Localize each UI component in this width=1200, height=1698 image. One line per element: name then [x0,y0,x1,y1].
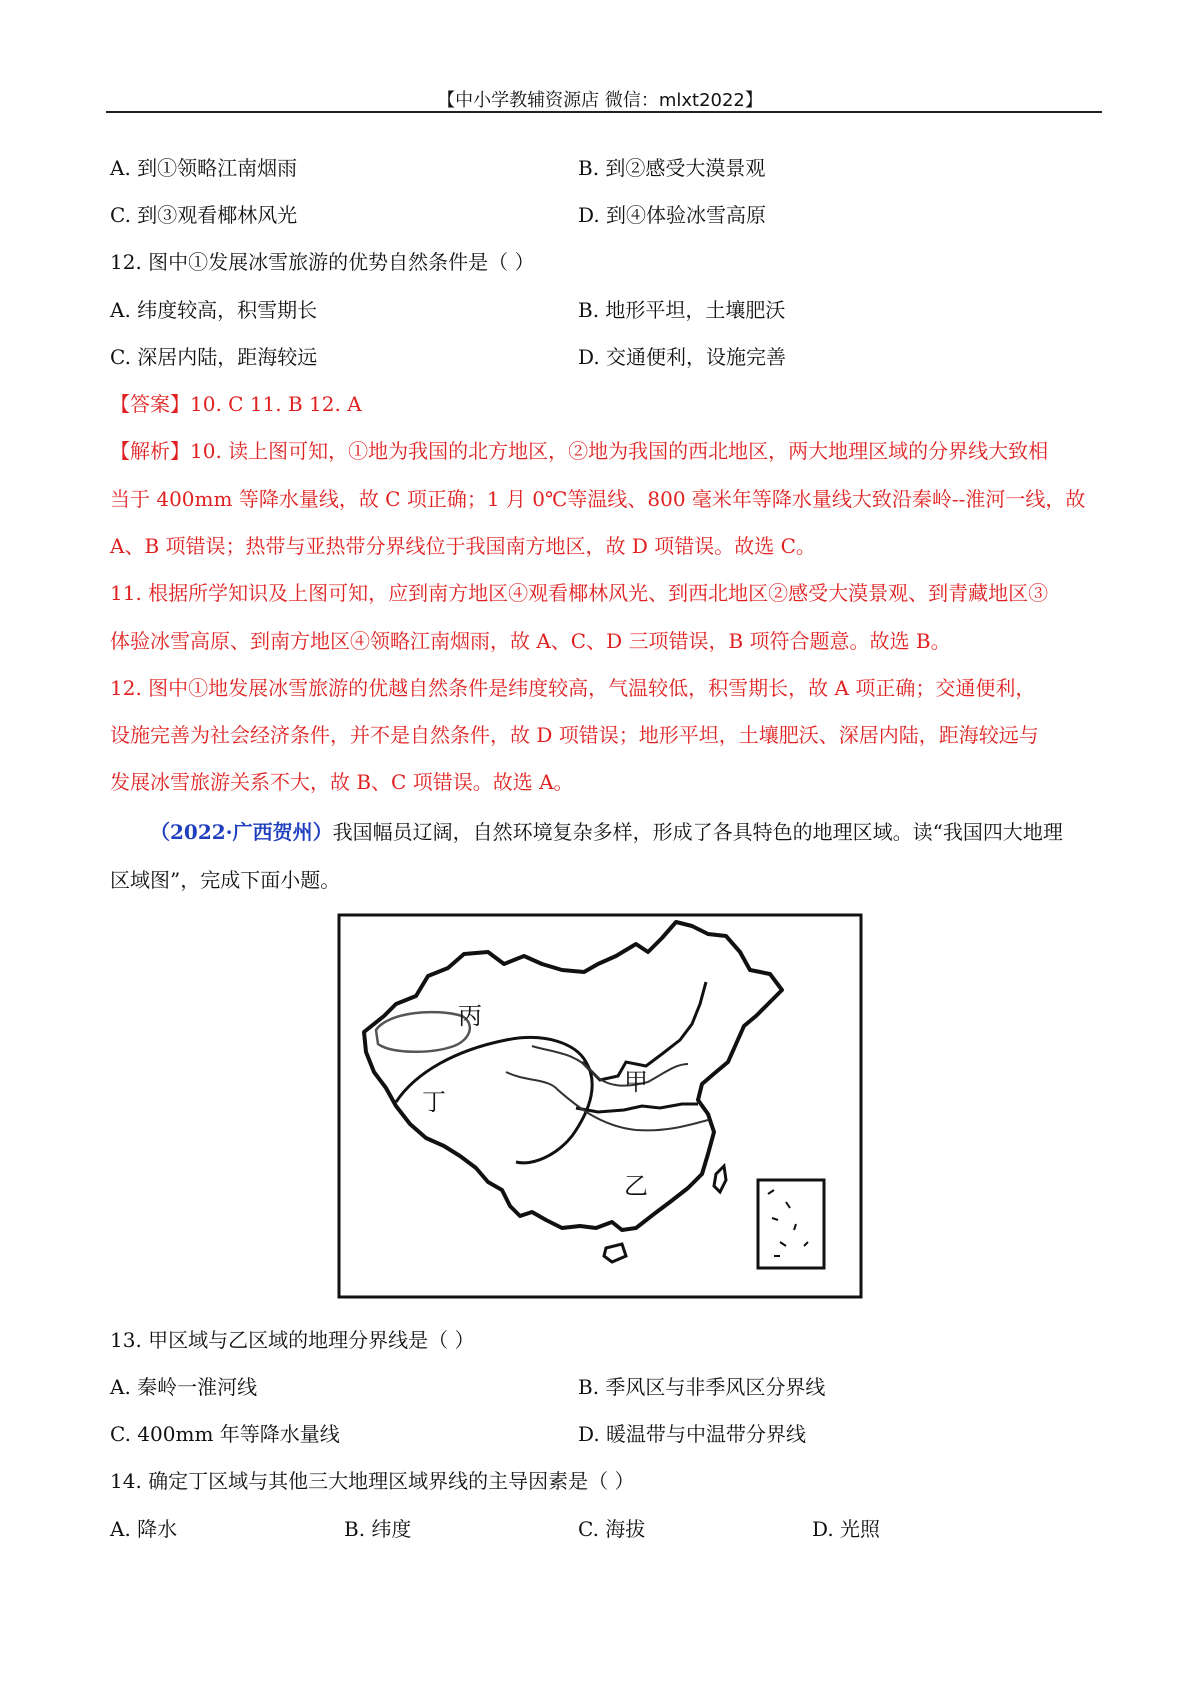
analysis-line-8: 发展冰雪旅游关系不大，故 B、C 项错误。故选 A。 [110,770,574,794]
analysis-text-1: 10. 读上图可知，①地为我国的北方地区，②地为我国的西北地区，两大地理区域的分界线大致相 [190,439,1049,463]
page-header: 【中小学教辅资源店 微信：mlxt2022】 [437,90,763,111]
q12-option-c: C. 深居内陆，距海较远 [110,345,318,369]
china-four-regions-map [336,912,864,1300]
region-label-jia: 甲 [624,1068,648,1096]
q12-option-a: A. 纬度较高，积雪期长 [110,298,318,322]
q13-option-d: D. 暖温带与中温带分界线 [578,1422,807,1446]
map-svg [336,912,864,1300]
q14-option-b: B. 纬度 [344,1517,412,1541]
q14-option-c: C. 海拔 [578,1517,646,1541]
header-divider [106,111,1102,113]
q13-option-b: B. 季风区与非季风区分界线 [578,1375,826,1399]
q14-option-d: D. 光照 [812,1517,881,1541]
q11-option-b: B. 到②感受大漠景观 [578,156,766,180]
region-label-bing: 丙 [458,1002,482,1030]
q12-stem: 12. 图中①发展冰雪旅游的优势自然条件是（ ） [110,250,535,274]
q11-option-c: C. 到③观看椰林风光 [110,203,298,227]
answer-text: 10. C 11. B 12. A [190,392,362,416]
analysis-line-7: 设施完善为社会经济条件，并不是自然条件，故 D 项错误；地形平坦，土壤肥沃、深居内陆，距海较远与 [110,723,1039,747]
analysis-line-3: A、B 项错误；热带与亚热带分界线位于我国南方地区，故 D 项错误。故选 C。 [110,534,816,558]
q13-option-a: A. 秦岭一淮河线 [110,1375,258,1399]
region-label-ding: 丁 [422,1088,446,1116]
q11-option-a: A. 到①领略江南烟雨 [110,156,298,180]
analysis-label: 【解析】 [110,439,190,463]
q11-option-d: D. 到④体验冰雪高原 [578,203,767,227]
analysis-line-4: 11. 根据所学知识及上图可知，应到南方地区④观看椰林风光、到西北地区②感受大漠景观、到青藏地区③ [110,581,1049,605]
q12-option-b: B. 地形平坦，土壤肥沃 [578,298,786,322]
region-label-yi: 乙 [624,1172,648,1200]
analysis-line-6: 12. 图中①地发展冰雪旅游的优越自然条件是纬度较高，气温较低，积雪期长，故 A 项正确；交通便利， [110,676,1036,700]
question-source: （2022·广西贺州） [150,820,333,844]
q13-stem: 13. 甲区域与乙区域的地理分界线是（ ） [110,1328,475,1352]
intro-text-1: 我国幅员辽阔，自然环境复杂多样，形成了各具特色的地理区域。读“我国四大地理 [332,820,1063,844]
q14-stem: 14. 确定丁区域与其他三大地理区域界线的主导因素是（ ） [110,1469,635,1493]
intro-line-1 [150,818,1063,846]
analysis-line-2: 当于 400mm 等降水量线，故 C 项正确；1 月 0℃等温线、800 毫米年等降水量线大致沿秦岭--淮河一线，故 [110,487,1086,511]
intro-line-2: 区域图”，完成下面小题。 [110,868,341,892]
q13-option-c: C. 400mm 年等降水量线 [110,1422,340,1446]
analysis-line-5: 体验冰雪高原、到南方地区④领略江南烟雨，故 A、C、D 三项错误，B 项符合题意。故选 B。 [110,629,951,653]
answer-line [110,390,362,418]
q14-option-a: A. 降水 [110,1517,178,1541]
q12-option-d: D. 交通便利，设施完善 [578,345,787,369]
answer-label: 【答案】 [110,392,190,416]
analysis-line-1 [110,437,1048,465]
